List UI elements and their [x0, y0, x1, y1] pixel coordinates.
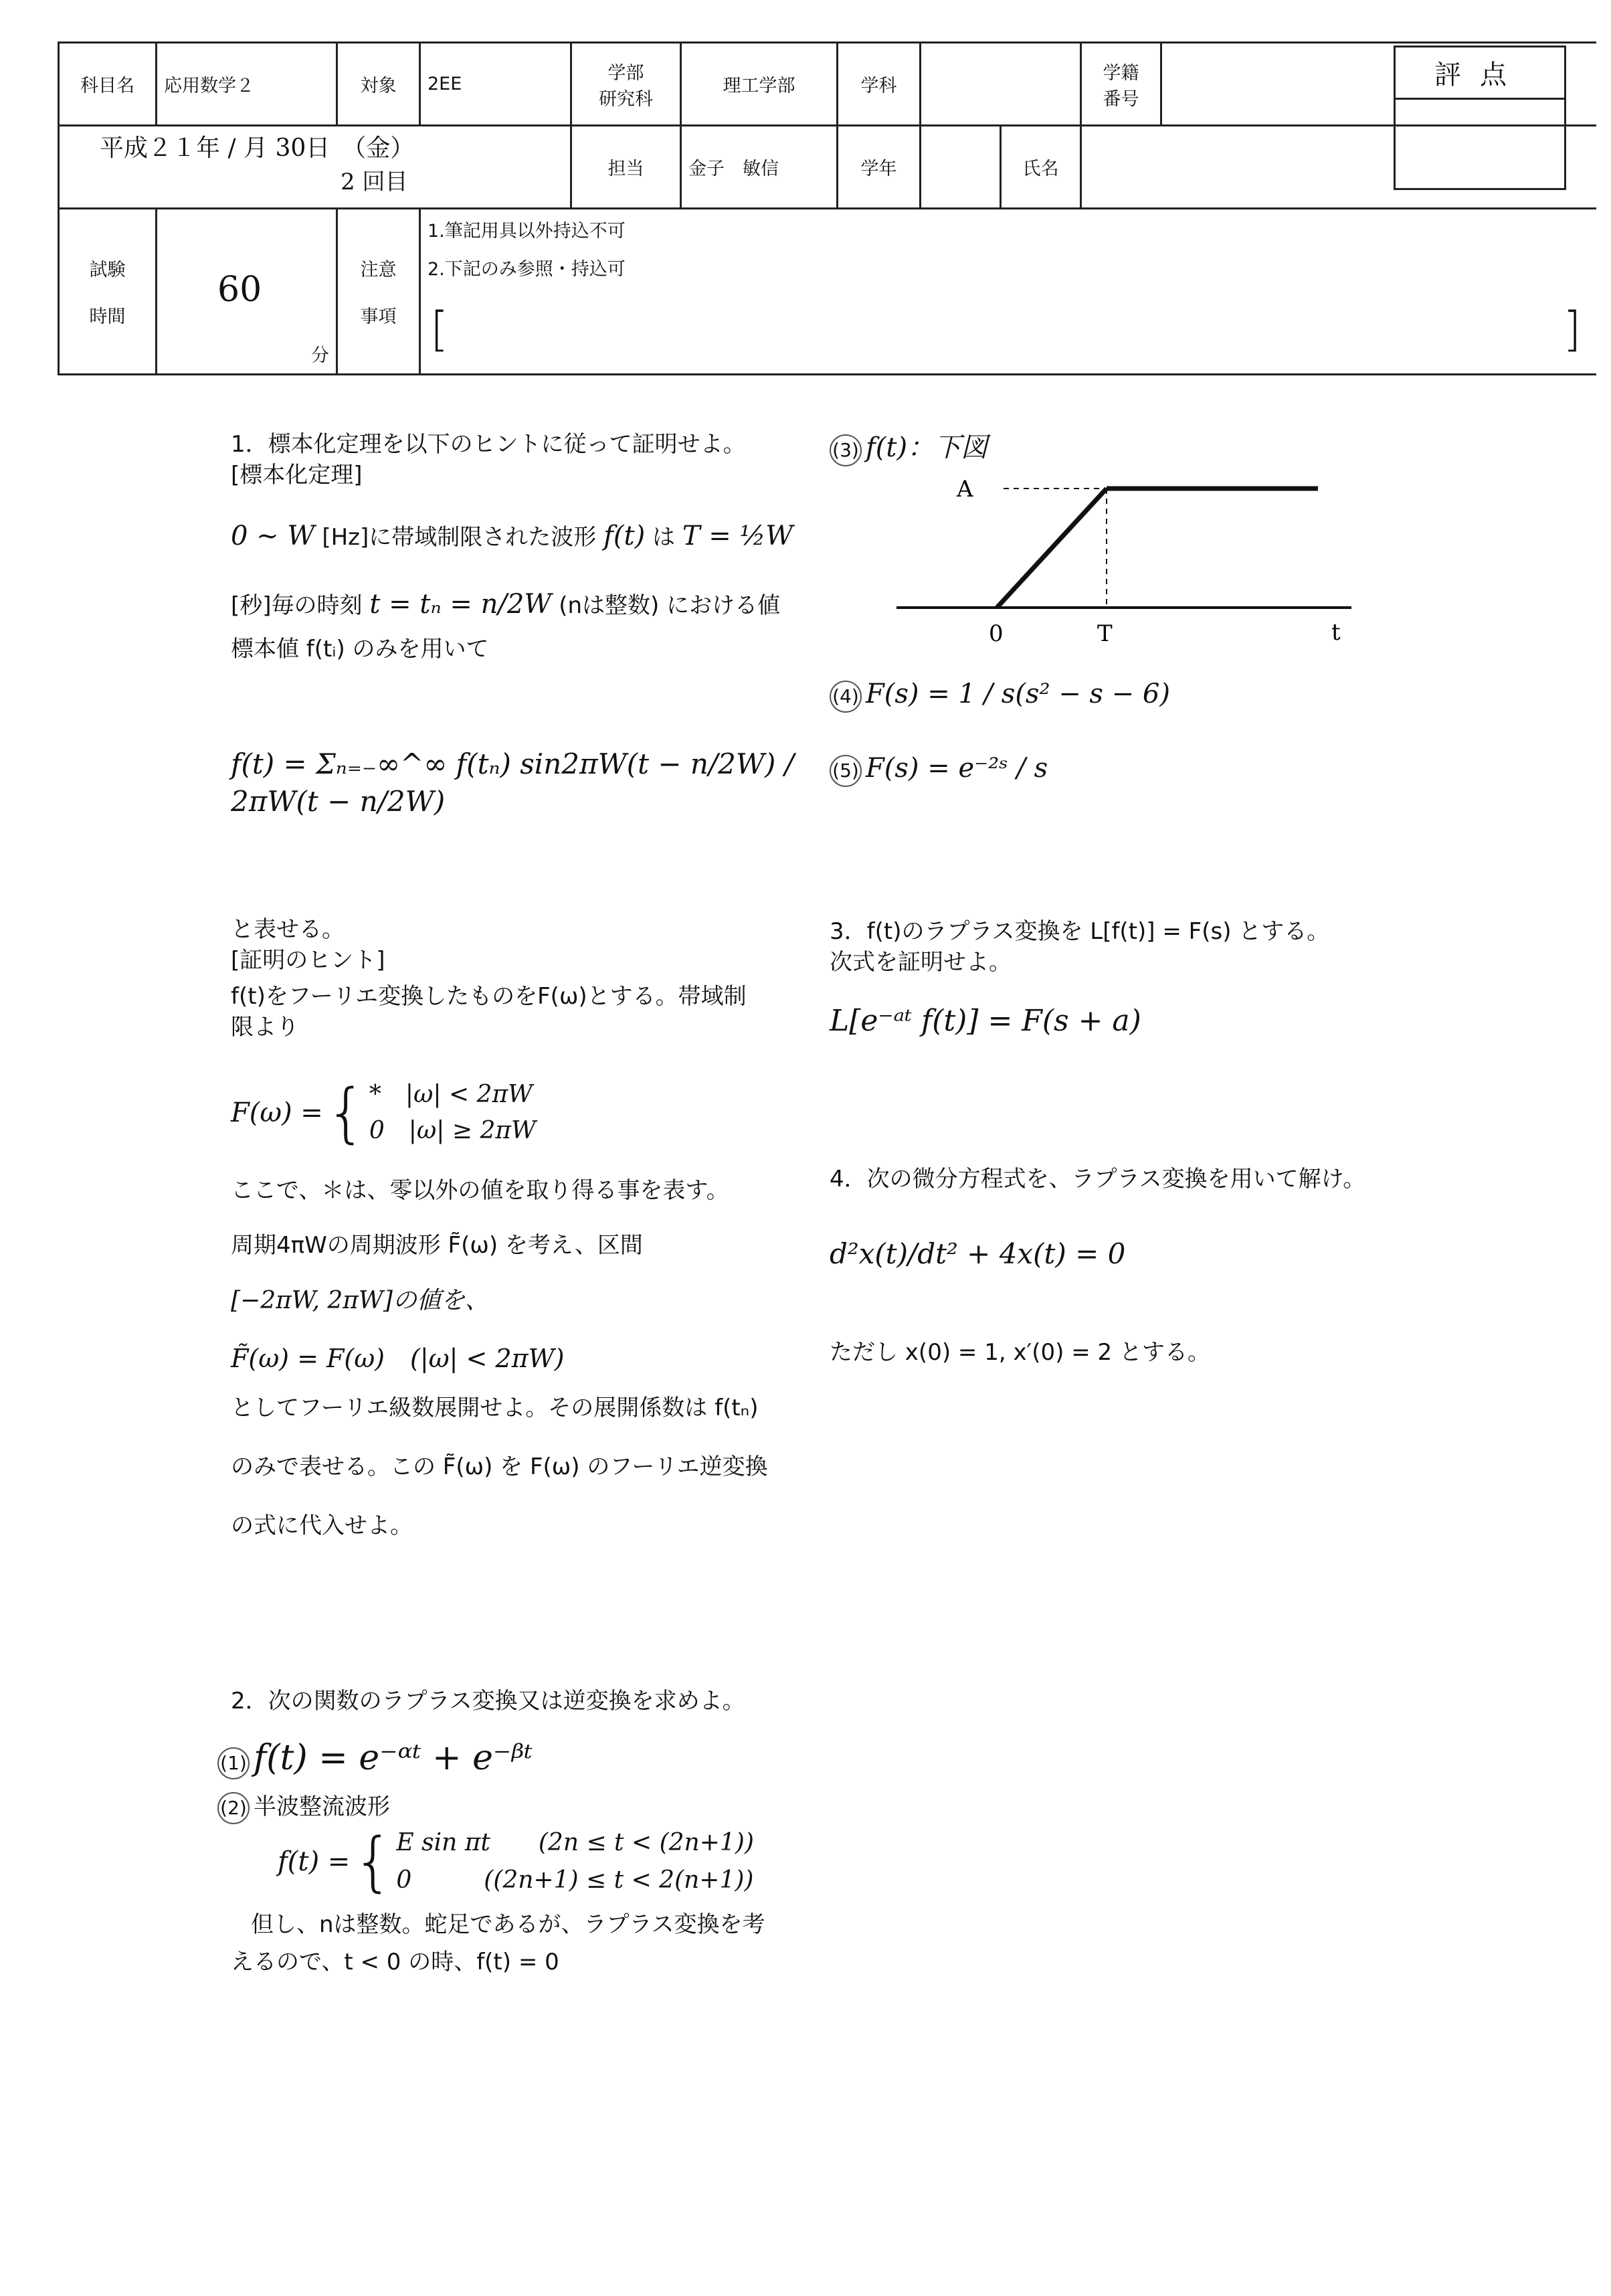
graph-label-0: 0: [989, 620, 1004, 647]
graph-ramp: [997, 489, 1107, 608]
q1-hint-3: ここで、＊は、零以外の値を取り得る事を表す。: [231, 1176, 729, 1204]
target-label: 対象: [337, 43, 420, 126]
department-value: [921, 43, 1081, 126]
q1-theorem-label: [標本化定理]: [231, 461, 363, 489]
bracket-right: ]: [1563, 302, 1582, 357]
subject-value: 応用数学２: [157, 43, 337, 126]
q2-item-2-cases: f(t) = { E sin πt (2n ≤ t < (2n+1)) 0 ((2n+1) ≤ t < 2(n+1)): [278, 1824, 754, 1899]
graph-label-t: t: [1331, 619, 1341, 646]
notes-label: 注意 事項: [337, 209, 420, 375]
q2-title: 2．次の関数のラプラス変換又は逆変換を求めよ。: [231, 1688, 745, 1714]
q1-hint-4: 周期4πWの周期波形 F̃(ω) を考え、区間: [231, 1231, 643, 1259]
exam-header-table: [58, 41, 1596, 375]
notes-cell: [420, 209, 1596, 375]
q1-hint-5: [−2πW, 2πW]の値を、: [231, 1287, 489, 1315]
target-value: 2EE: [420, 43, 571, 126]
q2-item-4: (4) F(s) = 1 / s(s² − s − 6): [830, 676, 1418, 713]
q1-line-2: [秒]毎の時刻 t = tₙ = n/2W (nは整数) における値: [231, 588, 781, 620]
graph-label-T: T: [1097, 620, 1113, 647]
q2-item-2: (2) 半波整流波形: [217, 1792, 833, 1824]
year-label: 学年: [838, 126, 921, 209]
instructor-value: 金子 敏信: [681, 126, 838, 209]
q1-line-4: と表せる。: [231, 916, 345, 944]
q2-item-2-note-2: えるので、t < 0 の時、f(t) = 0: [231, 1948, 559, 1975]
exam-time-label: 試験 時間: [59, 209, 157, 375]
faculty-value: 理工学部: [681, 43, 838, 126]
q1-hint-label: [証明のヒント]: [231, 946, 385, 974]
q4-condition: ただし x(0) = 1, x′(0) = 2 とする。: [830, 1338, 1210, 1366]
question-2-continued: [830, 430, 1418, 466]
q1-hint-1: f(t)をフーリエ変換したものをF(ω)とする。帯域制: [231, 982, 747, 1010]
q1-hint-7: としてフーリエ級数展開せよ。その展開係数は f(tₙ): [231, 1395, 759, 1422]
department-label: 学科: [838, 43, 921, 126]
exam-date: 平成２１年 / 月 30日 （金）: [100, 135, 415, 162]
q2-item-3: (3) f(t)：下図: [830, 430, 1418, 466]
q2-item-5: (5) F(s) = e⁻²ˢ / s: [830, 750, 1418, 787]
q1-hint-6: F̃(ω) = F(ω) (|ω| < 2πW): [231, 1343, 565, 1373]
question-2-items-4-5: [830, 676, 1418, 787]
student-id-label: 学籍 番号: [1081, 43, 1161, 126]
exam-time-cell: [157, 209, 337, 375]
question-4: [830, 1164, 1432, 1368]
q1-cases: F(ω) = { * |ω| < 2πW 0 |ω| ≥ 2πW: [231, 1075, 537, 1150]
q4-formula: d²x(t)/dt² + 4x(t) = 0: [830, 1237, 1126, 1270]
note-1: 1.筆記用具以外持込不可: [428, 221, 626, 242]
q3-formula: L[e⁻ᵃᵗ f(t)] = F(s + a): [830, 1003, 1141, 1038]
instructor-label: 担当: [571, 126, 681, 209]
q1-hint-8: のみで表せる。この F̃(ω) を F(ω) のフーリエ逆変換: [231, 1453, 768, 1481]
score-box: [1394, 46, 1566, 190]
q1-sampling-formula: f(t) = Σₙ₌₋∞^∞ f(tₙ) sin2πW(t − n/2W) / 2πW(t − n/2W): [231, 747, 794, 818]
score-label: 評点: [1396, 48, 1564, 100]
q1-line-3: 標本値 f(tᵢ) のみを用いて: [231, 635, 489, 663]
date-session-cell: [59, 126, 571, 209]
q1-line-1: 0 ~ W [Hz]に帯域制限された波形 f(t) は T = ½W: [231, 520, 793, 551]
q1-hint-2: 限より: [231, 1013, 299, 1041]
year-value: [921, 126, 1001, 209]
name-label: 氏名: [1001, 126, 1081, 209]
q4-title: 4．次の微分方程式を、ラプラス変換を用いて解け。: [830, 1166, 1366, 1193]
q2-item-1: (1) f(t) = e⁻ᵅᵗ + e⁻ᵝᵗ: [217, 1735, 833, 1781]
q3-line-2: 次式を証明せよ。: [830, 948, 1012, 976]
question-2: [220, 1686, 833, 1977]
question-1: [231, 430, 820, 1542]
faculty-label: 学部 研究科: [571, 43, 681, 126]
graph-label-A: A: [957, 476, 973, 503]
exam-time-unit: 分: [311, 345, 329, 366]
question-3: [830, 917, 1432, 1041]
subject-label: 科目名: [59, 43, 157, 126]
note-2: 2.下記のみ参照・持込可: [428, 259, 626, 280]
q2-item-3-graph: [896, 468, 1365, 656]
session-number: 2 回目: [341, 169, 408, 195]
bracket-left: [: [430, 302, 449, 357]
q2-item-2-note-1: 但し、nは整数。蛇足であるが、ラプラス変換を考: [251, 1911, 765, 1938]
q1-hint-9: の式に代入せよ。: [231, 1512, 413, 1540]
q1-title: 1．標本化定理を以下のヒントに従って証明せよ。: [231, 431, 746, 458]
q3-title: 3．f(t)のラプラス変換を L[f(t)] = F(s) とする。: [830, 918, 1330, 945]
exam-time-value: 60: [217, 270, 262, 310]
